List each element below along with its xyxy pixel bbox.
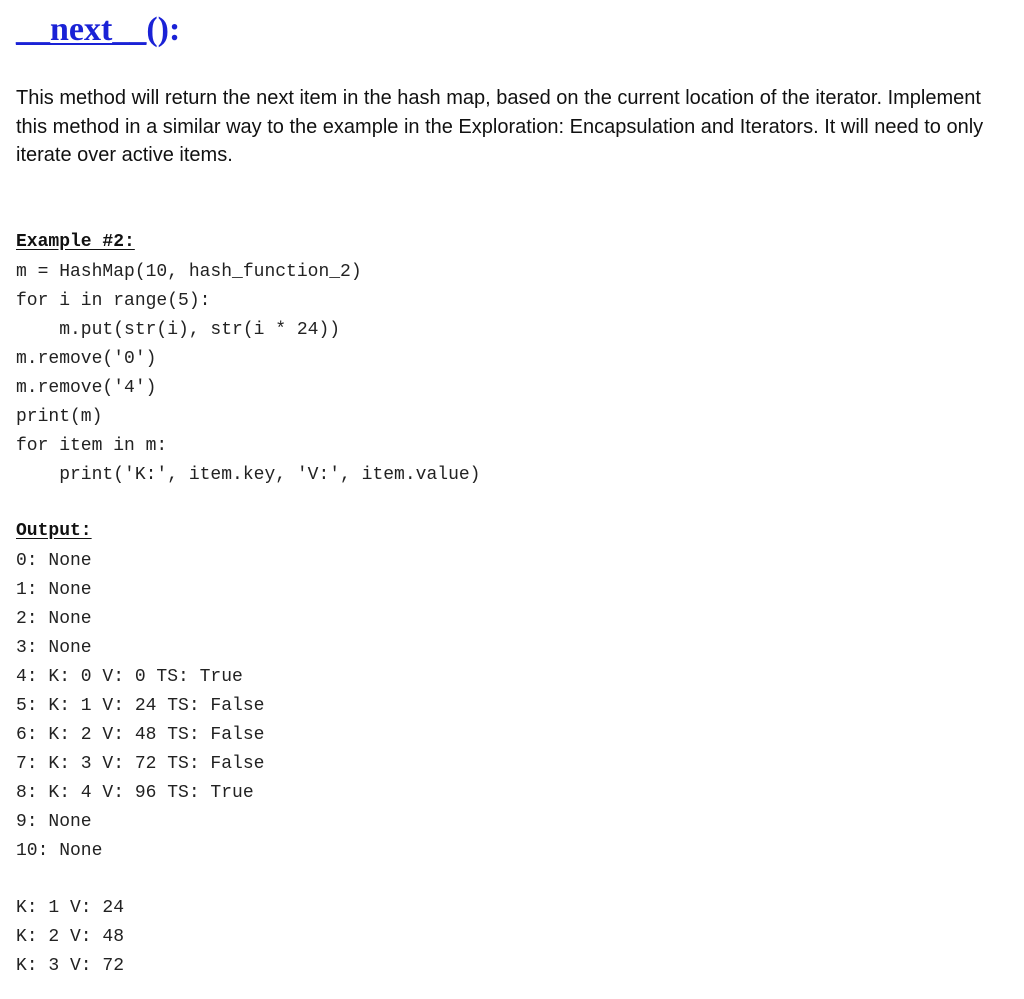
code-line: print(m) — [16, 407, 103, 427]
output-line: 8: K: 4 V: 96 TS: True — [16, 783, 254, 803]
output-line: K: 1 V: 24 — [16, 898, 125, 918]
method-description: This method will return the next item in the hash map, based on the current location of the iterator. Implement this method in a similar way to the example in the Exploration: Encapsulation and Iterators. It will need to only iterate over active items. — [16, 87, 984, 166]
example-code-block — [16, 258, 480, 490]
code-line: m.remove('4') — [16, 378, 157, 398]
output-line: 6: K: 2 V: 48 TS: False — [16, 725, 265, 745]
example-label: Example #2: — [16, 232, 135, 252]
code-line: for i in range(5): — [16, 291, 211, 311]
output-line: K: 2 V: 48 — [16, 927, 125, 947]
output-line: 1: None — [16, 580, 92, 600]
code-line: for item in m: — [16, 436, 168, 456]
heading-suffix: (): — [146, 11, 181, 48]
output-line: 2: None — [16, 609, 92, 629]
code-line: m = HashMap(10, hash_function_2) — [16, 262, 362, 282]
output-line: 0: None — [16, 551, 92, 571]
output-line: K: 3 V: 72 — [16, 956, 125, 976]
output-iteration-block — [16, 894, 124, 981]
method-heading — [16, 8, 180, 52]
output-line: 10: None — [16, 841, 103, 861]
output-label: Output: — [16, 521, 92, 541]
heading-method-name: next__ — [50, 11, 147, 48]
output-line: 9: None — [16, 812, 92, 832]
heading-prefix: __ — [16, 11, 50, 48]
code-line: m.remove('0') — [16, 349, 157, 369]
output-line: 5: K: 1 V: 24 TS: False — [16, 696, 265, 716]
code-line: m.put(str(i), str(i * 24)) — [16, 320, 341, 340]
code-line: print('K:', item.key, 'V:', item.value) — [16, 465, 481, 485]
output-line: 4: K: 0 V: 0 TS: True — [16, 667, 243, 687]
output-line: 7: K: 3 V: 72 TS: False — [16, 754, 265, 774]
output-table-block — [16, 547, 264, 866]
output-line: 3: None — [16, 638, 92, 658]
